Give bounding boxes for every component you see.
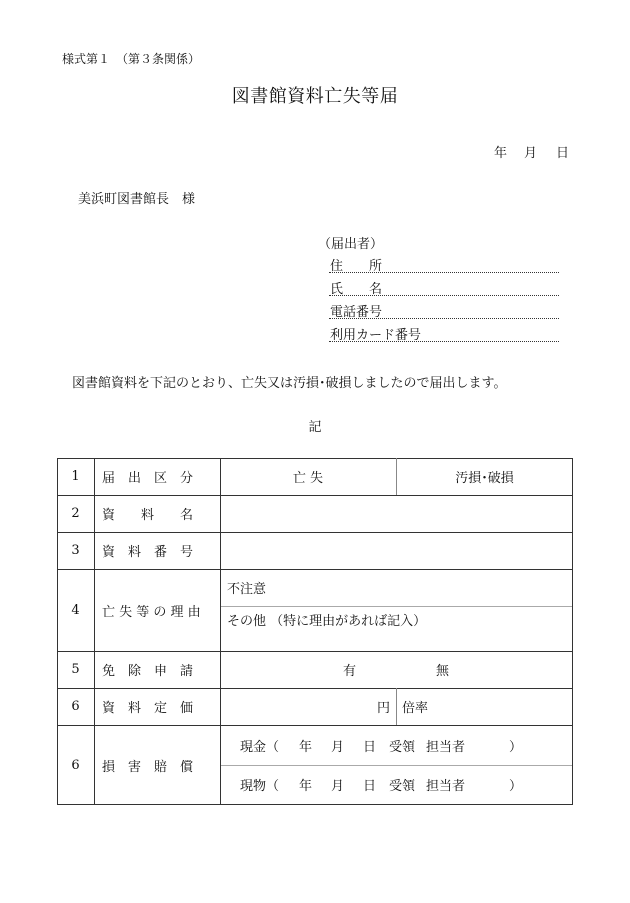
applicant-heading: （届出者） (318, 237, 384, 252)
goods-year: 年 (299, 779, 313, 794)
goods-label: 現物（ (240, 779, 280, 794)
row-label-category: 届 出 区 分 (102, 471, 194, 486)
row-label-material-name: 資 料 名 (102, 508, 194, 523)
cash-label: 現金（ (240, 739, 280, 755)
goods-received: 受領 (389, 779, 416, 794)
date-year-label: 年 (494, 146, 508, 161)
exemption-yes-option[interactable]: 有 (343, 664, 357, 679)
row-number: 6 (71, 699, 80, 714)
cash-staff: 担当者 (426, 739, 466, 755)
addressee: 美浜町図書館長 様 (78, 192, 196, 207)
goods-close: ） (509, 779, 523, 794)
row-label-reason: 亡 失 等 の 理 由 (102, 604, 201, 620)
row-number: 5 (71, 662, 80, 677)
date-day-label: 日 (556, 146, 570, 161)
cash-year: 年 (299, 739, 313, 755)
row-label-exemption: 免 除 申 請 (102, 664, 194, 679)
name-label: 氏 名 (330, 282, 383, 297)
material-name-input[interactable] (220, 495, 573, 532)
price-input[interactable] (220, 688, 396, 725)
reason-careless-option[interactable]: 不注意 (227, 582, 267, 597)
ki-label: 記 (308, 420, 322, 435)
phone-label: 電話番号 (330, 305, 383, 320)
price-multiplier[interactable]: 倍率 (402, 701, 429, 716)
address-field[interactable] (329, 254, 559, 273)
row-number: 3 (71, 543, 80, 558)
price-yen-unit: 円 (376, 701, 390, 716)
form-number: 様式第１ （第３条関係） (62, 52, 201, 66)
row-number: 4 (71, 602, 80, 618)
compensation-cash-row[interactable] (220, 725, 573, 765)
cash-received: 受領 (389, 739, 416, 755)
row-number: 2 (71, 506, 80, 521)
row-number: 1 (71, 469, 80, 484)
cash-day: 日 (363, 739, 377, 755)
page-title: 図書館資料亡失等届 (231, 86, 399, 107)
statement-text: 図書館資料を下記のとおり、亡失又は汚損･破損しましたので届出します。 (72, 376, 507, 391)
name-field[interactable] (329, 277, 559, 296)
material-number-input[interactable] (220, 532, 573, 569)
address-label: 住 所 (330, 259, 383, 274)
goods-month: 月 (331, 779, 345, 794)
report-table (57, 458, 573, 805)
exemption-no-option[interactable]: 無 (436, 664, 450, 679)
card-number-label: 利用カード番号 (330, 328, 422, 343)
cash-month: 月 (331, 739, 345, 755)
cash-close: ） (509, 739, 523, 755)
category-damage-option[interactable]: 汚損･破損 (455, 471, 514, 486)
row-label-material-number: 資 料 番 号 (102, 545, 194, 560)
goods-day: 日 (363, 779, 377, 794)
date-month-label: 月 (524, 146, 538, 161)
compensation-goods-row[interactable] (220, 765, 573, 804)
phone-field[interactable] (329, 300, 559, 319)
category-loss-option[interactable]: 亡 失 (292, 471, 324, 486)
reason-other-option[interactable]: その他 （特に理由があれば記入） (227, 614, 427, 629)
row-label-compensation: 損 害 賠 償 (102, 759, 194, 775)
goods-staff: 担当者 (426, 779, 466, 794)
card-number-field[interactable] (329, 323, 559, 342)
row-label-price: 資 料 定 価 (102, 701, 194, 716)
row-number: 6 (71, 757, 80, 773)
